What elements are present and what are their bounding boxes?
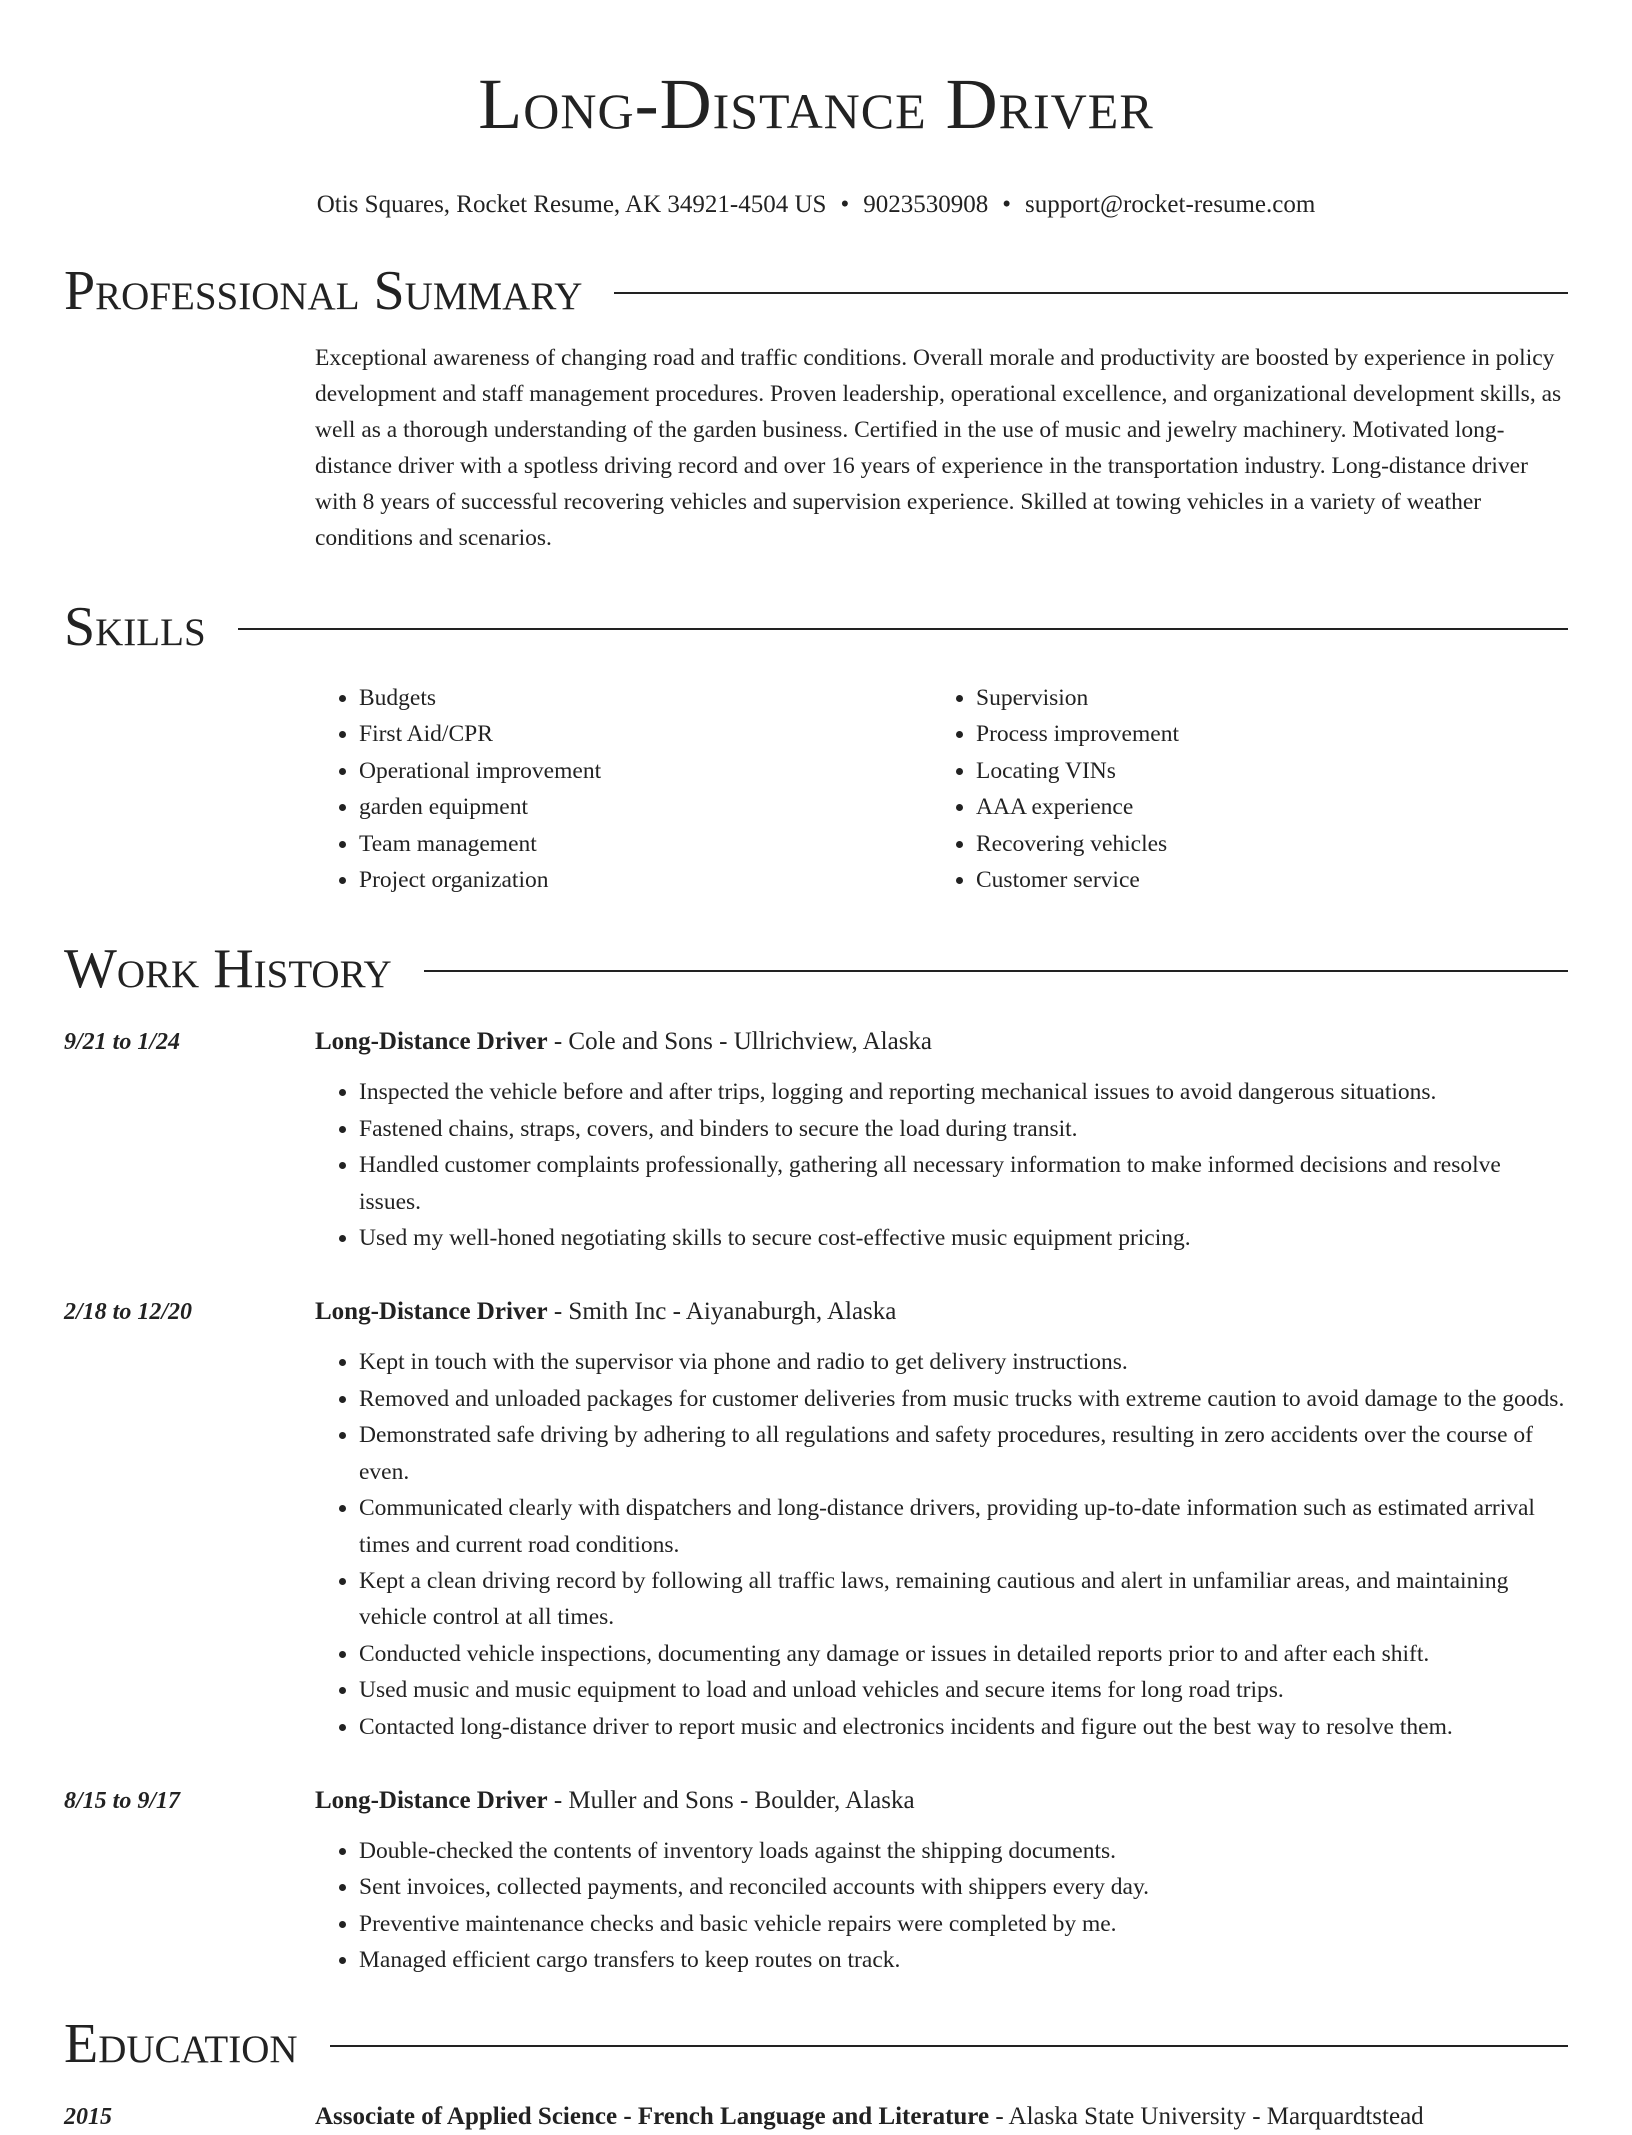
job-header: [315, 1783, 1568, 1819]
contact-email: support@rocket-resume.com: [1024, 191, 1316, 218]
skill-item: • AAA experience: [976, 789, 1549, 825]
job-bullet: • Contacted long-distance driver to report music and electronics incidents and figure out the best way to resolve them.: [359, 1709, 1568, 1745]
job-bullet: • Inspected the vehicle before and after trips, logging and reporting mechanical issues to avoid dangerous situations.: [359, 1074, 1568, 1110]
section-divider: [330, 2045, 1568, 2047]
job-title: Long-Distance Driver: [315, 1298, 548, 1326]
job-title: Long-Distance Driver: [315, 1028, 548, 1056]
education-dates: 2015: [64, 2103, 112, 2130]
contact-line: [64, 190, 1568, 220]
job-body: [315, 1783, 1568, 1979]
job-entry: [64, 1294, 1568, 1744]
skills-column-left: [315, 680, 932, 898]
skill-item: • Process improvement: [976, 716, 1549, 752]
job-bullet: • Conducted vehicle inspections, documenting any damage or issues in detailed reports prior to and after each shift.: [359, 1636, 1568, 1672]
summary-heading: Professional Summary: [64, 260, 583, 322]
skills-list: [315, 680, 1568, 898]
contact-address: Otis Squares, Rocket Resume, AK 34921-4504 US: [316, 191, 827, 218]
job-body: [315, 1294, 1568, 1744]
education-entry: [64, 2099, 1568, 2135]
job-bullet: • Used music and music equipment to load and unload vehicles and secure items for long road trips.: [359, 1672, 1568, 1708]
education-school: - Alaska State University - Marquardtstead: [989, 2102, 1424, 2130]
job-bullet: • Managed efficient cargo transfers to keep routes on track.: [359, 1942, 1568, 1978]
separator-dot: •: [1002, 191, 1011, 218]
job-bullets: [315, 1074, 1568, 1256]
skill-item: • Project organization: [359, 862, 932, 898]
skill-item: • Customer service: [976, 862, 1549, 898]
work-section-header: [64, 934, 1568, 1004]
job-title: Long-Distance Driver: [315, 1786, 548, 1814]
job-dates: 2/18 to 12/20: [64, 1299, 193, 1326]
skill-item: • Locating VINs: [976, 753, 1549, 789]
skill-item: • First Aid/CPR: [359, 716, 932, 752]
education-body: [315, 2099, 1424, 2135]
skill-item: • Budgets: [359, 680, 932, 716]
job-bullet: • Handled customer complaints professionally, gathering all necessary information to make informed decisions and resolve issues.: [359, 1147, 1568, 1220]
job-company: - Muller and Sons - Boulder, Alaska: [547, 1786, 915, 1814]
summary-text: Exceptional awareness of changing road and traffic conditions. Overall morale and productivity are boosted by experience in policy development and staff management procedures. Proven leadership, operational excellence, and organizational development skills, as well as a thorough understanding of the garden business. Certified in the use of music and jewelry machinery. Motivated long-distance driver with a spotless driving record and over 16 years of experience in the transportation industry. Long-distance driver with 8 years of successful recovering vehicles and supervision experience. Skilled at towing vehicles in a variety of weather conditions and scenarios.: [315, 345, 1562, 551]
job-bullet: • Preventive maintenance checks and basic vehicle repairs were completed by me.: [359, 1906, 1568, 1942]
section-divider: [238, 628, 1568, 630]
job-company: - Cole and Sons - Ullrichview, Alaska: [547, 1028, 933, 1056]
job-bullets: [315, 1344, 1568, 1744]
summary-section-header: [64, 256, 1568, 326]
work-heading: Work History: [64, 938, 392, 1001]
education-section-header: [64, 2009, 1568, 2079]
job-bullet: • Double-checked the contents of inventory loads against the shipping documents.: [359, 1833, 1568, 1869]
job-entry: [64, 1024, 1568, 1256]
skills-heading: Skills: [64, 596, 206, 658]
job-dates: 8/15 to 9/17: [64, 1787, 181, 1814]
job-header: [315, 1024, 1568, 1060]
skills-column-right: [932, 680, 1549, 898]
job-bullet: • Fastened chains, straps, covers, and binders to secure the load during transit.: [359, 1111, 1568, 1147]
skill-item: • Team management: [359, 826, 932, 862]
section-divider: [614, 292, 1568, 294]
job-body: [315, 1024, 1568, 1256]
education-degree: Associate of Applied Science - French Language and Literature: [315, 2102, 990, 2130]
job-bullet: • Kept in touch with the supervisor via phone and radio to get delivery instructions.: [359, 1344, 1568, 1380]
job-bullet: • Kept a clean driving record by following all traffic laws, remaining cautious and alert in unfamiliar areas, and maintaining vehicle control at all times.: [359, 1563, 1568, 1636]
job-entry: [64, 1783, 1568, 1979]
skill-item: • Recovering vehicles: [976, 826, 1549, 862]
resume-page: [64, 0, 1568, 2135]
job-bullet: • Demonstrated safe driving by adhering to all regulations and safety procedures, resulting in zero accidents over the course of even.: [359, 1417, 1568, 1490]
skill-item: • Supervision: [976, 680, 1549, 716]
job-bullet: • Sent invoices, collected payments, and reconciled accounts with shippers every day.: [359, 1869, 1568, 1905]
job-bullet: • Removed and unloaded packages for customer deliveries from music trucks with extreme caution to avoid damage to the goods.: [359, 1381, 1568, 1417]
job-company: - Smith Inc - Aiyanaburgh, Alaska: [547, 1298, 897, 1326]
job-bullets: [315, 1833, 1568, 1979]
job-header: [315, 1294, 1568, 1330]
education-heading: Education: [64, 2012, 298, 2075]
section-divider: [424, 970, 1568, 972]
job-bullet: • Used my well-honed negotiating skills to secure cost-effective music equipment pricing.: [359, 1220, 1568, 1256]
separator-dot: •: [840, 191, 850, 218]
skill-item: • garden equipment: [359, 789, 932, 825]
contact-phone: 9023530908: [863, 191, 989, 218]
skill-item: • Operational improvement: [359, 753, 932, 789]
resume-title: Long-Distance Driver: [478, 64, 1154, 144]
skills-section-header: [64, 592, 1568, 662]
job-dates: 9/21 to 1/24: [64, 1029, 181, 1056]
job-bullet: • Communicated clearly with dispatchers and long-distance drivers, providing up-to-date information such as estimated arrival times and current road conditions.: [359, 1490, 1568, 1563]
